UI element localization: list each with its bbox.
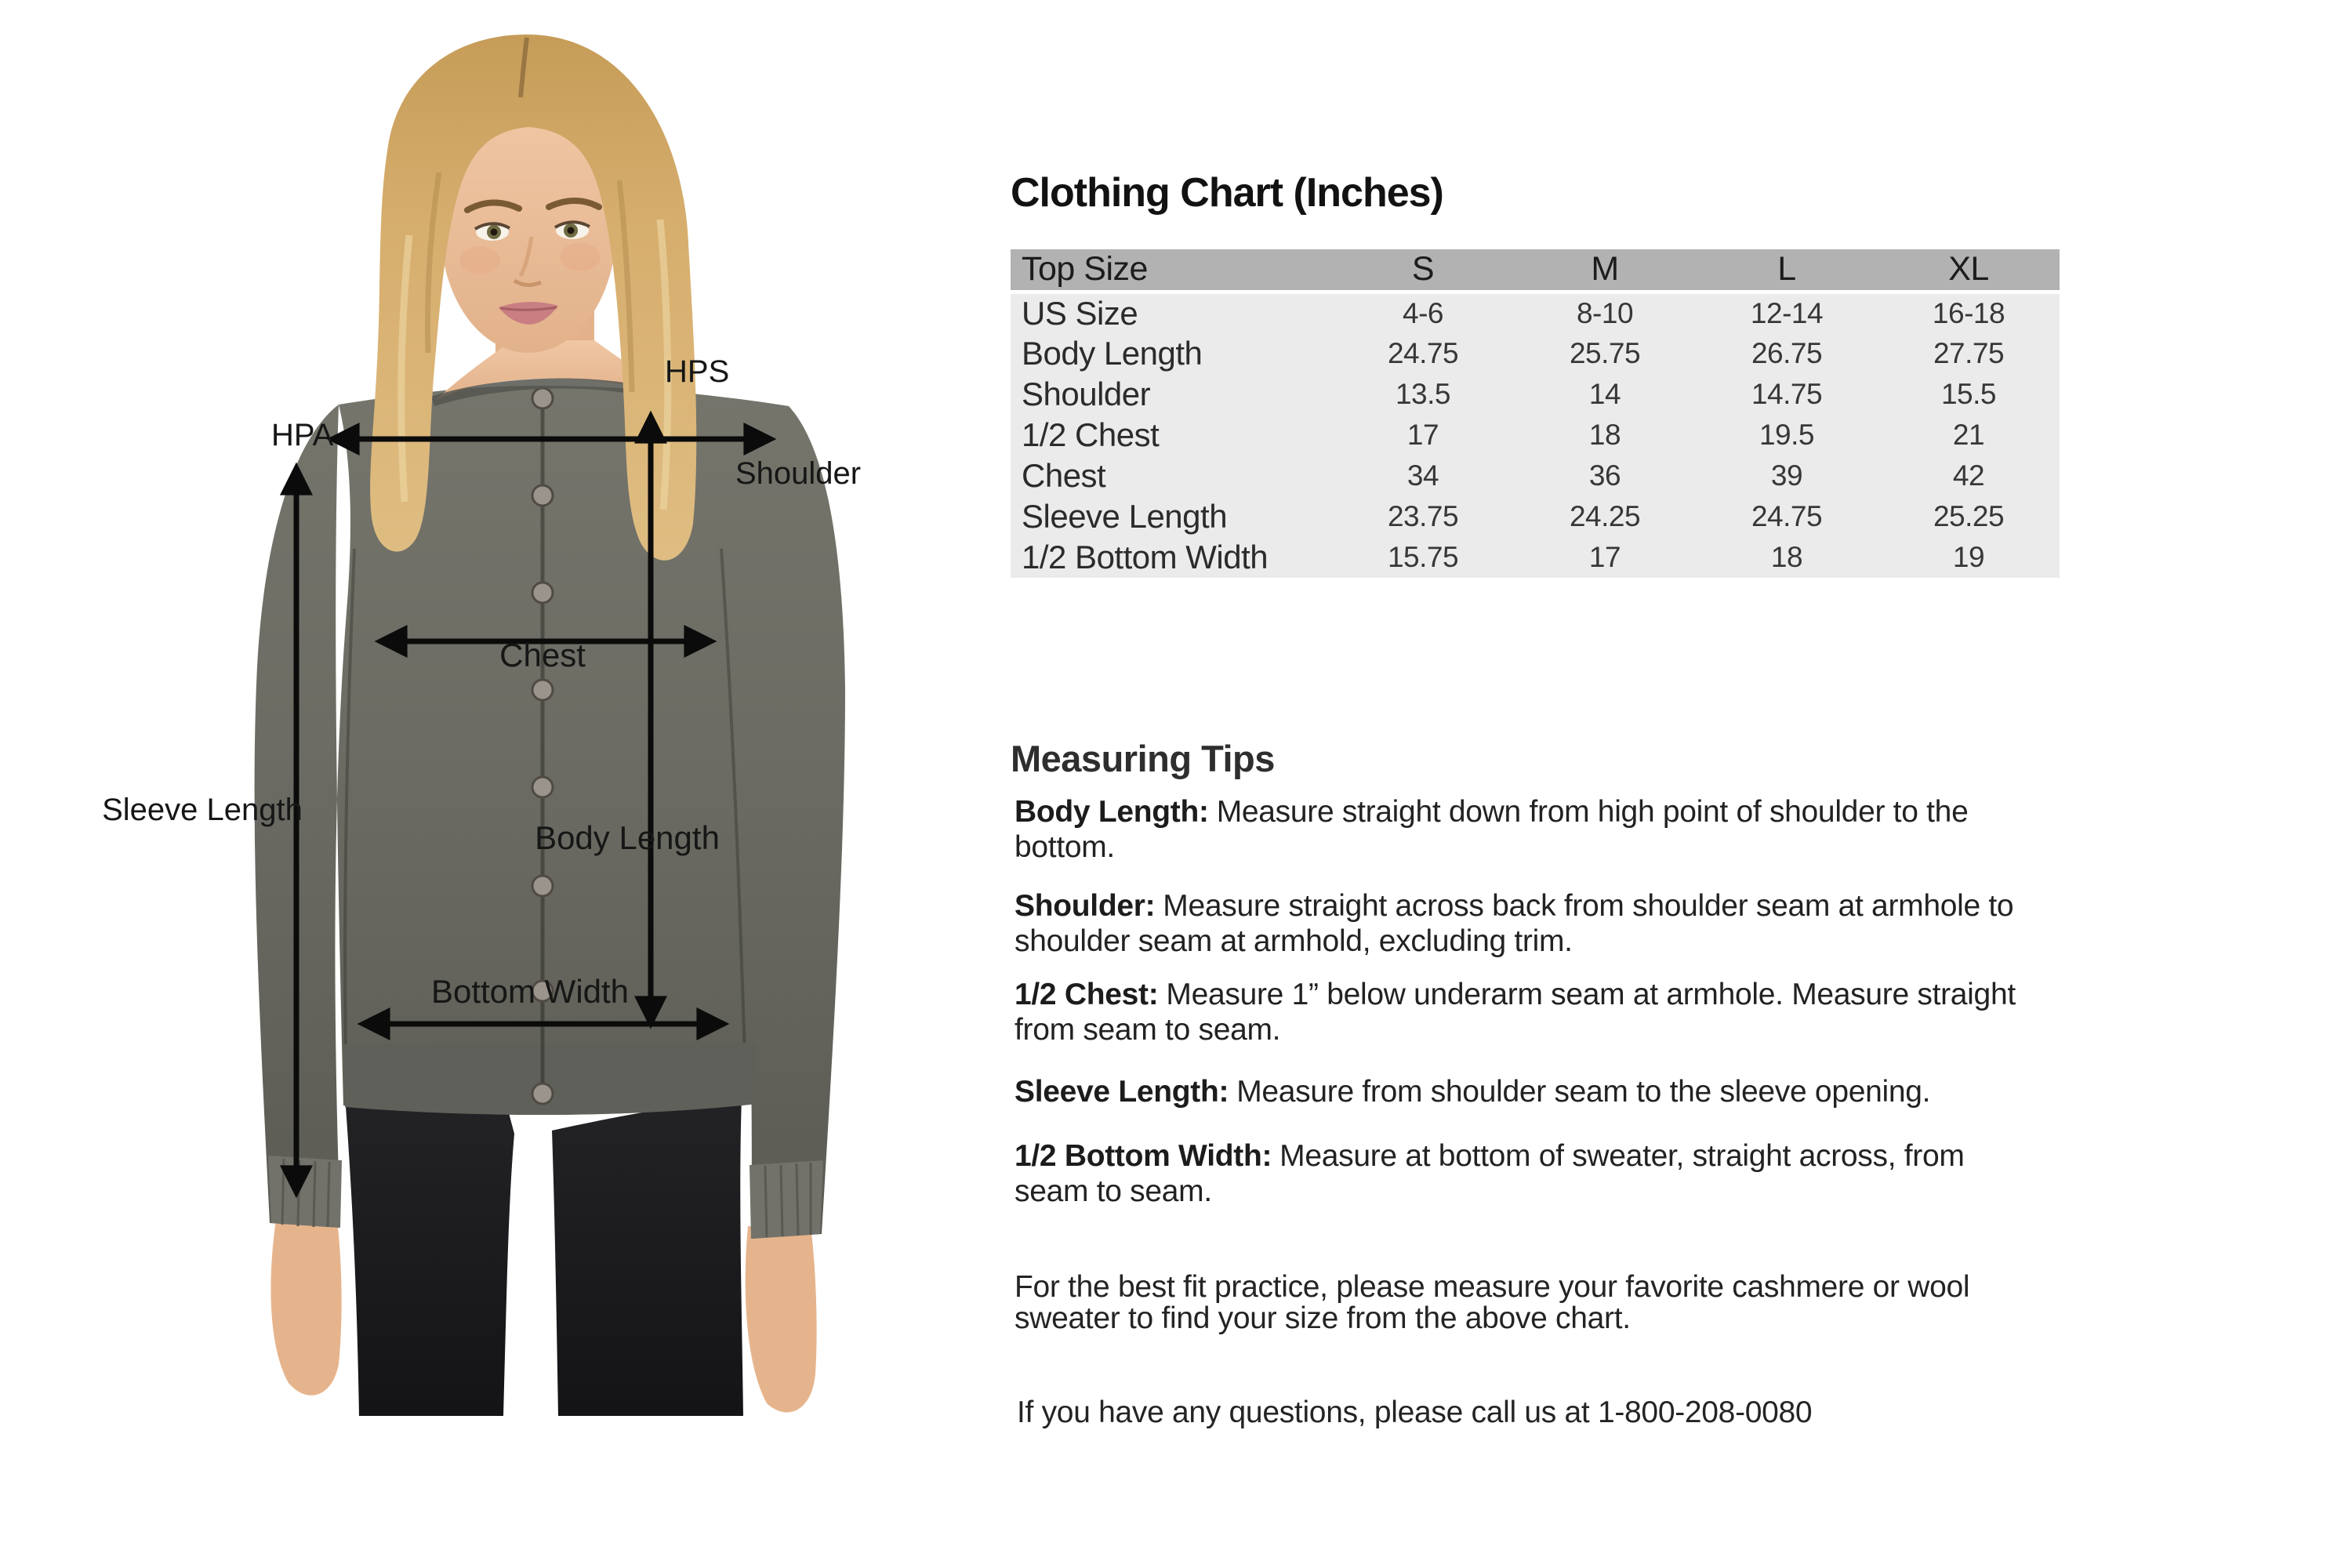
shoulder-label: Shoulder [735, 456, 862, 491]
cell-value: 12-14 [1750, 296, 1824, 329]
cell-value: 39 [1770, 459, 1803, 492]
table-row [1011, 456, 2060, 496]
cell-value: 14.75 [1751, 377, 1823, 410]
page-title: Clothing Chart (Inches) [1011, 170, 1443, 216]
cell-value: 4-6 [1403, 296, 1443, 329]
cell-value: 13.5 [1395, 377, 1450, 410]
cell-value: 34 [1406, 459, 1439, 492]
table-row [1011, 537, 2060, 578]
chest-label: Chest [499, 637, 586, 673]
table-header-row [1011, 249, 2060, 292]
tip-half-bottom-width [1014, 1138, 2034, 1209]
tip-term: 1/2 Bottom Width: [1014, 1139, 1272, 1173]
contact-note: If you have any questions, please call us at 1-800-208-0080 [1017, 1396, 1813, 1429]
header-size-s: S [1332, 249, 1514, 292]
cell-value: 24.75 [1751, 499, 1823, 532]
cell-value: 36 [1588, 459, 1621, 492]
cell-value: 14 [1588, 377, 1621, 410]
cell-value: 8-10 [1576, 296, 1634, 329]
fit-note: For the best fit practice, please measure your favorite cashmere or wool sweater to find your size from the above chart. [1014, 1270, 1970, 1335]
tip-shoulder [1014, 888, 2034, 959]
header-size-l: L [1696, 249, 1878, 292]
table-row [1011, 496, 2060, 537]
row-label: 1/2 Chest [1022, 416, 1160, 453]
row-label: Body Length [1022, 334, 1203, 372]
cell-value: 21 [1952, 418, 1985, 451]
cell-value: 17 [1406, 418, 1439, 451]
tip-definition: Measure at bottom of sweater, straight across, from seam to seam. [1014, 1139, 1965, 1208]
model-cardigan [255, 386, 845, 1239]
cell-value: 42 [1952, 459, 1985, 492]
cell-value: 15.75 [1387, 540, 1459, 573]
cell-value: 17 [1588, 540, 1621, 573]
model-pants [345, 1096, 743, 1416]
cell-value: 25.25 [1933, 499, 2005, 532]
model-measurement-diagram [0, 0, 980, 1568]
tip-sleeve-length [1014, 1074, 2034, 1109]
header-size-xl: XL [1878, 249, 2060, 292]
tip-term: Sleeve Length: [1014, 1075, 1229, 1109]
tip-definition: Measure straight down from high point of shoulder to the bottom. [1014, 795, 1969, 864]
cell-value: 15.5 [1940, 377, 1996, 410]
cell-value: 24.75 [1387, 336, 1459, 369]
cell-value: 18 [1588, 418, 1621, 451]
tip-body-length [1014, 794, 2034, 865]
tip-term: Body Length: [1014, 795, 1209, 829]
tip-term: Shoulder: [1014, 889, 1156, 923]
tip-definition: Measure straight across back from shoulder seam at armhole to shoulder seam at armhold, excluding trim. [1014, 889, 2014, 958]
row-label: US Size [1022, 294, 1138, 332]
hpa-label: HPA [271, 418, 334, 452]
cell-value: 23.75 [1387, 499, 1459, 532]
bottom-width-label: Bottom Width [430, 973, 630, 1010]
measuring-tips-heading: Measuring Tips [1011, 738, 1275, 779]
header-size-m: M [1514, 249, 1696, 292]
row-label: 1/2 Bottom Width [1022, 538, 1269, 575]
cell-value: 16-18 [1932, 296, 2005, 329]
cell-value: 19 [1952, 540, 1985, 573]
tip-definition: Measure 1” below underarm seam at armhole. Measure straight from seam to seam. [1014, 978, 2016, 1047]
table-row [1011, 292, 2060, 333]
tip-term: 1/2 Chest: [1014, 978, 1159, 1011]
tip-half-chest [1014, 977, 2034, 1047]
cell-value: 18 [1770, 540, 1803, 573]
table-row [1011, 415, 2060, 456]
cell-value: 19.5 [1759, 418, 1814, 451]
row-label: Sleeve Length [1022, 497, 1228, 535]
cell-value: 24.25 [1569, 499, 1641, 532]
table-row [1011, 374, 2060, 415]
row-label: Shoulder [1022, 375, 1151, 412]
tip-definition: Measure from shoulder seam to the sleeve opening. [1236, 1075, 1931, 1109]
cell-value: 26.75 [1751, 336, 1823, 369]
sleeve-length-label: Sleeve Length [102, 793, 303, 827]
cell-value: 25.75 [1569, 336, 1641, 369]
body-length-label: Body Length [535, 819, 720, 856]
size-chart-table [1011, 249, 2060, 578]
row-label: Chest [1022, 456, 1106, 494]
cell-value: 27.75 [1933, 336, 2005, 369]
header-top-size: Top Size [1011, 249, 1332, 292]
hps-label: HPS [665, 354, 730, 389]
table-row [1011, 333, 2060, 374]
